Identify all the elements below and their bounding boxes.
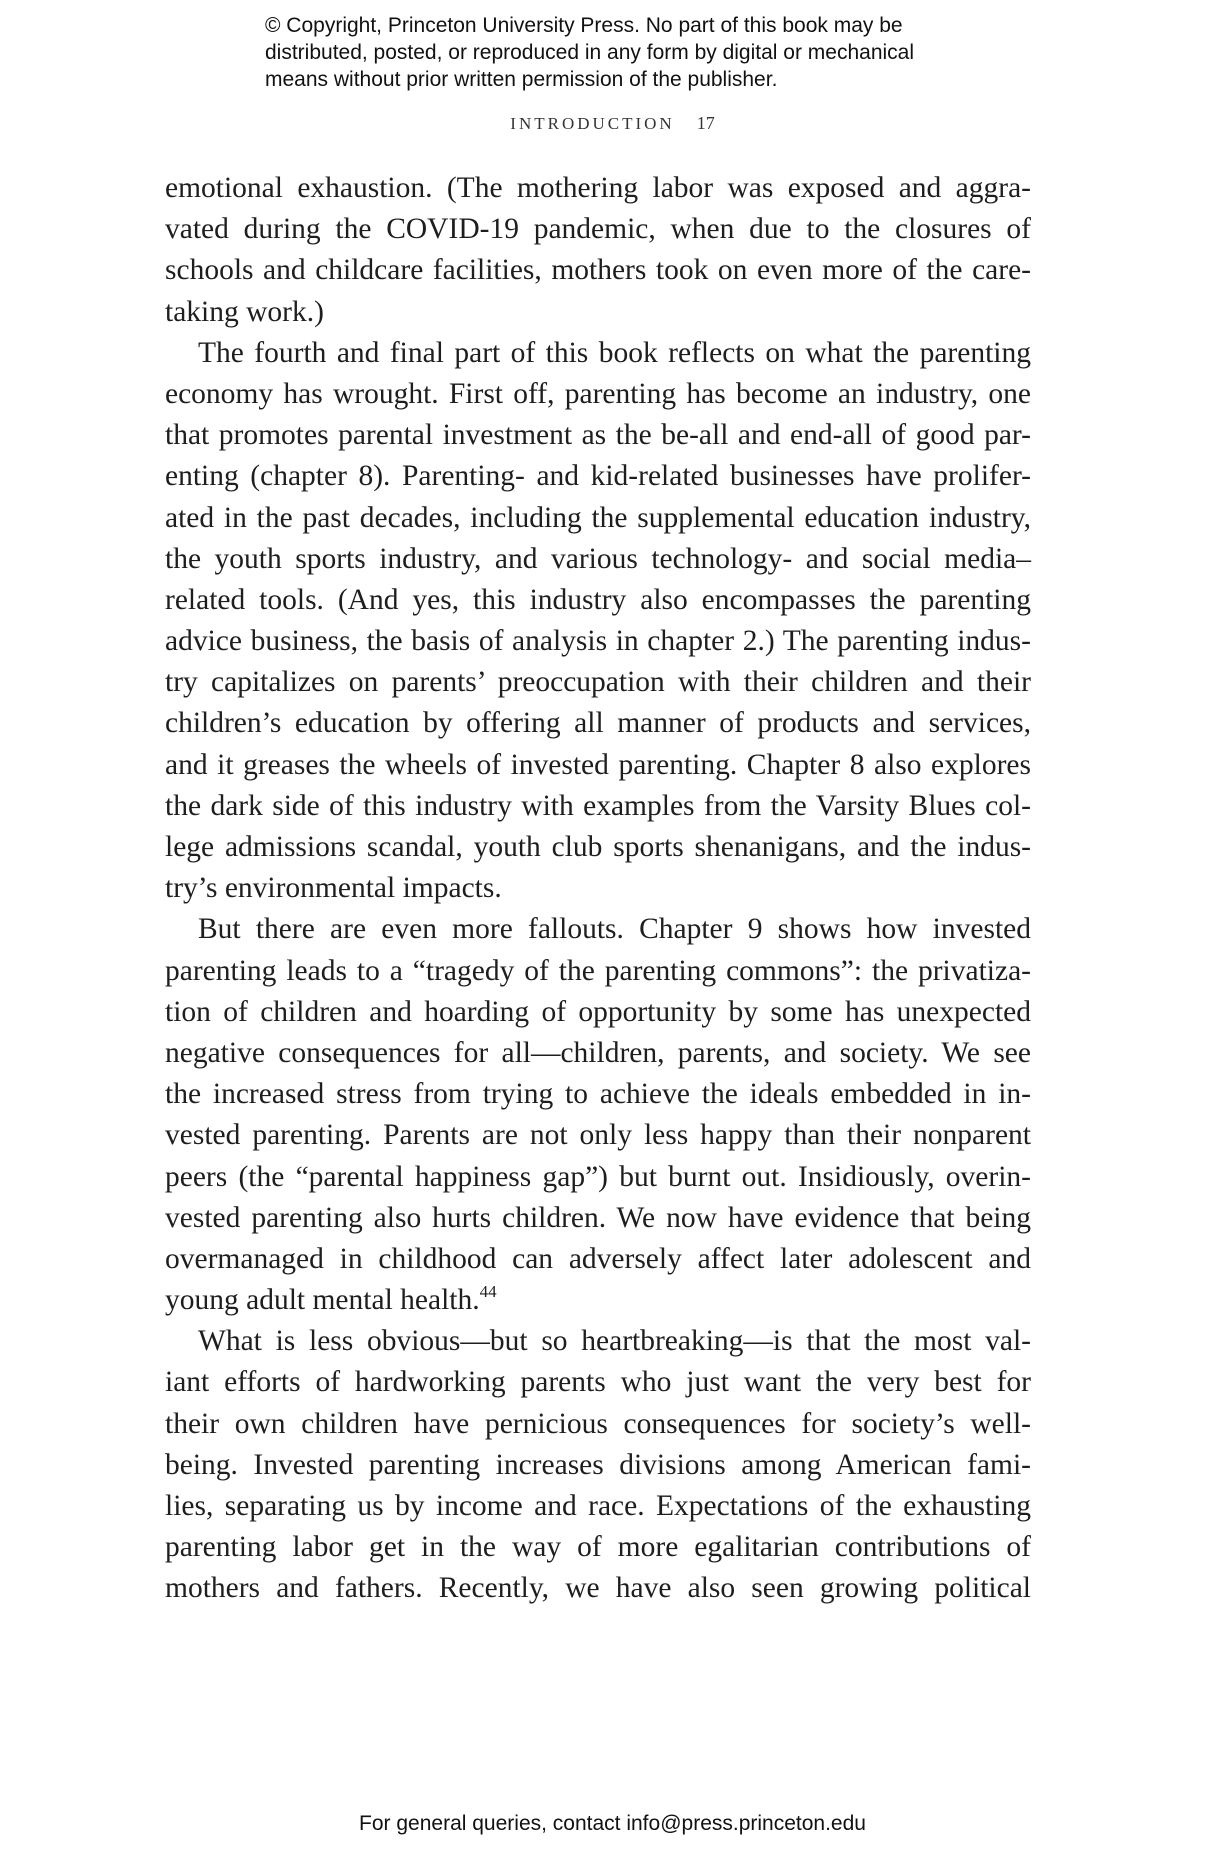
copyright-line: means without prior written permission of the publisher. xyxy=(265,68,778,91)
text-line: tion of children and hoarding of opportunity by some has unexpected xyxy=(165,995,1031,1028)
text-line: vated during the COVID-19 pandemic, when due to the closures of xyxy=(165,213,1031,246)
text-line: schools and childcare facilities, mothers took on even more of the care- xyxy=(165,254,1031,287)
paragraph-first-line: What is less obvious—but so heartbreaking—is that the most val- xyxy=(198,1325,1031,1358)
text-line: lies, separating us by income and race. Expectations of the exhausting xyxy=(165,1490,1031,1522)
text-line: parenting labor get in the way of more egalitarian contributions of xyxy=(165,1531,1031,1564)
copyright-line: distributed, posted, or reproduced in any form by digital or mechanical xyxy=(265,41,915,64)
text-line: the youth sports industry, and various technology- and social media– xyxy=(165,542,1031,575)
text-line: peers (the “parental happiness gap”) but burnt out. Insidiously, overin- xyxy=(165,1160,1031,1193)
text-line: that promotes parental investment as the be-all and end-all of good par- xyxy=(165,419,1031,452)
text-line: vested parenting also hurts children. We now have evidence that being xyxy=(165,1201,1031,1234)
text-line: young adult mental health. xyxy=(165,1284,480,1317)
body-text xyxy=(165,168,1031,1610)
text-line: related tools. (And yes, this industry also encompasses the parenting xyxy=(165,583,1031,616)
page-number: 17 xyxy=(696,113,715,133)
text-line: taking work.) xyxy=(165,295,324,328)
text-line: their own children have pernicious consequences for society’s well- xyxy=(165,1407,1031,1440)
text-line: mothers and fathers. Recently, we have also seen growing political xyxy=(165,1572,1031,1605)
text-line: overmanaged in childhood can adversely affect later adolescent and xyxy=(165,1242,1031,1275)
text-line: emotional exhaustion. (The mothering labor was exposed and aggra- xyxy=(165,172,1031,204)
text-line: parenting leads to a “tragedy of the parenting commons”: the privatiza- xyxy=(165,954,1031,987)
text-line: try capitalizes on parents’ preoccupation with their children and their xyxy=(165,666,1031,699)
text-line: ated in the past decades, including the supplemental education industry, xyxy=(165,501,1031,534)
text-line: lege admissions scandal, youth club sports shenanigans, and the indus- xyxy=(165,831,1031,863)
paragraph-first-line: But there are even more fallouts. Chapter 9 shows how invested xyxy=(198,913,1031,946)
copyright-line: © Copyright, Princeton University Press. No part of this book may be xyxy=(265,14,903,37)
text-line: try’s environmental impacts. xyxy=(165,872,502,905)
paragraph-first-line: The fourth and final part of this book reflects on what the parenting xyxy=(198,336,1031,369)
text-line: iant efforts of hardworking parents who just want the very best for xyxy=(165,1366,1031,1399)
text-line: the dark side of this industry with examples from the Varsity Blues col- xyxy=(165,789,1031,822)
footer-contact: For general queries, contact info@press.princeton.edu xyxy=(359,1812,866,1835)
text-line-with-footnote xyxy=(165,1280,1031,1321)
text-line: negative consequences for all—children, parents, and society. We see xyxy=(165,1036,1031,1069)
text-line: economy has wrought. First off, parenting has become an industry, one xyxy=(165,377,1031,410)
text-line: and it greases the wheels of invested parenting. Chapter 8 also explores xyxy=(165,748,1031,781)
copyright-notice xyxy=(265,12,1025,93)
running-head xyxy=(0,113,1225,134)
text-line: vested parenting. Parents are not only less happy than their nonparent xyxy=(165,1119,1031,1152)
text-line: children’s education by offering all manner of products and services, xyxy=(165,707,1031,740)
text-line: the increased stress from trying to achieve the ideals embedded in in- xyxy=(165,1078,1031,1111)
footnote-marker: 44 xyxy=(479,1282,497,1302)
text-line: enting (chapter 8). Parenting- and kid-related businesses have prolifer- xyxy=(165,460,1031,493)
section-title: INTRODUCTION xyxy=(510,114,675,133)
text-line: being. Invested parenting increases divisions among American fami- xyxy=(165,1448,1031,1481)
text-line: advice business, the basis of analysis in chapter 2.) The parenting indus- xyxy=(165,625,1031,658)
